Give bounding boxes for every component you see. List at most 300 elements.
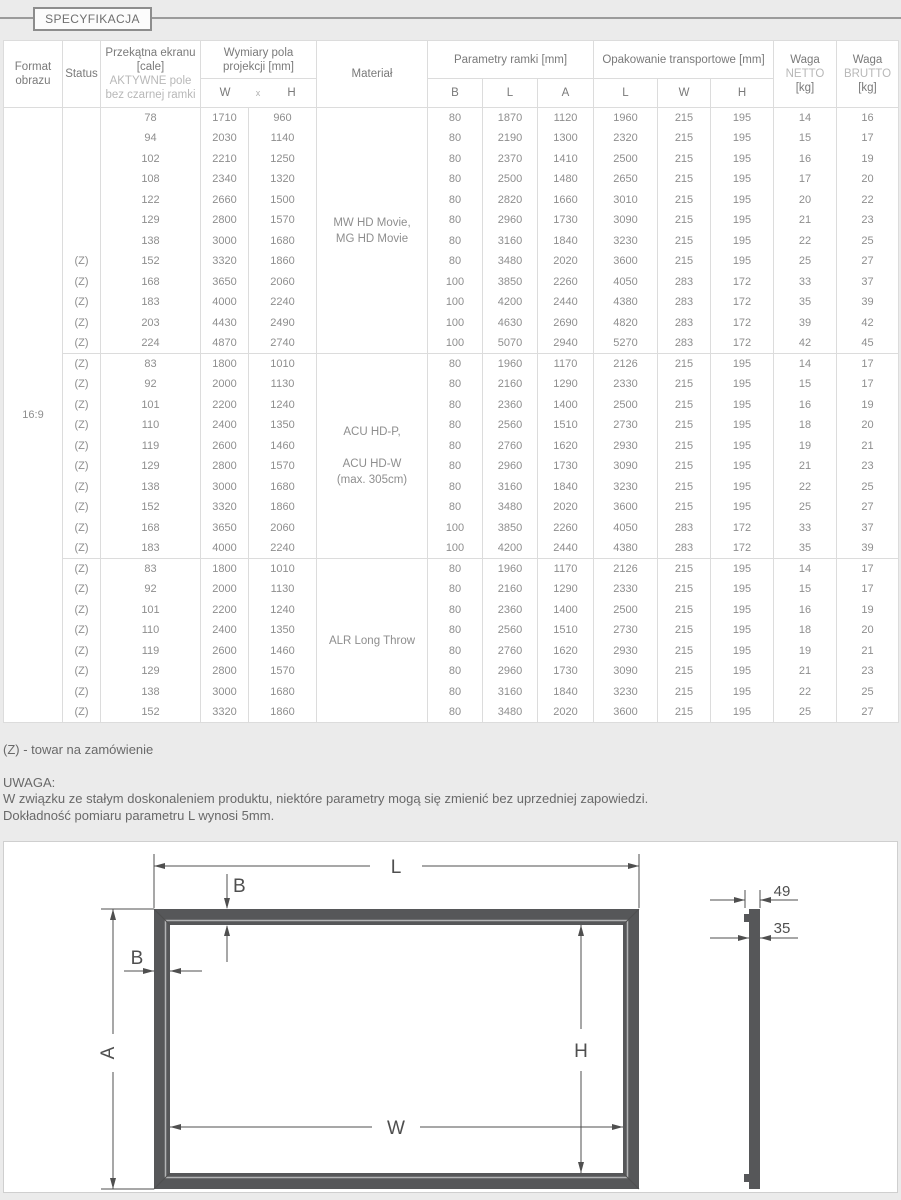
material-line: ACU HD-W	[342, 458, 402, 470]
packaging-l-cell: 2126	[594, 354, 658, 375]
packaging-w-cell: 283	[658, 518, 711, 539]
table-row	[4, 333, 899, 354]
weight-gross-cell: 25	[837, 682, 899, 703]
packaging-h-cell: 195	[711, 354, 774, 375]
dim-label-w: W	[387, 1118, 405, 1139]
frame-l-cell: 2760	[483, 436, 538, 457]
col-header-projection: Wymiary pola projekcji [mm]	[201, 41, 317, 79]
frame-a-cell: 1170	[538, 559, 594, 580]
subheader-frame-b: B	[428, 79, 483, 108]
frame-dimension-diagram	[3, 841, 898, 1193]
status-cell: (Z)	[63, 579, 101, 600]
table-row	[4, 436, 899, 457]
weight-gross-cell: 19	[837, 600, 899, 621]
frame-a-cell: 2440	[538, 538, 594, 559]
packaging-l-cell: 2930	[594, 641, 658, 662]
projection-h-cell: 1140	[249, 128, 317, 149]
weight-gross-cell: 23	[837, 456, 899, 477]
frame-l-cell: 3160	[483, 682, 538, 703]
frame-a-cell: 2020	[538, 497, 594, 518]
weight-gross-cell: 27	[837, 251, 899, 272]
status-cell: (Z)	[63, 661, 101, 682]
dim-label-depth-bar: 35	[773, 920, 791, 937]
status-cell: (Z)	[63, 477, 101, 498]
weight-net-cell: 22	[774, 682, 837, 703]
projection-w-cell: 2600	[201, 436, 249, 457]
diagonal-cell: 152	[101, 702, 201, 723]
status-cell	[63, 190, 101, 211]
weight-net-cell: 16	[774, 395, 837, 416]
frame-a-cell: 1620	[538, 641, 594, 662]
projection-h-cell: 2240	[249, 538, 317, 559]
table-row	[4, 374, 899, 395]
packaging-w-cell: 283	[658, 538, 711, 559]
projection-h-cell: 1240	[249, 600, 317, 621]
packaging-h-cell: 195	[711, 559, 774, 580]
frame-a-cell: 1480	[538, 169, 594, 190]
projection-w-cell: 2600	[201, 641, 249, 662]
table-row	[4, 641, 899, 662]
frame-l-cell: 2370	[483, 149, 538, 170]
packaging-w-cell: 283	[658, 313, 711, 334]
table-row	[4, 272, 899, 293]
z-footnote: (Z) - towar na zamówienie	[3, 742, 154, 757]
frame-b-cell: 80	[428, 661, 483, 682]
projection-w-cell: 2200	[201, 395, 249, 416]
weight-net-cell: 25	[774, 251, 837, 272]
frame-l-cell: 2820	[483, 190, 538, 211]
projection-w-cell: 2800	[201, 456, 249, 477]
col-header-packaging: Opakowanie transportowe [mm]	[594, 41, 774, 79]
frame-b-cell: 80	[428, 600, 483, 621]
weight-gross-cell: 23	[837, 210, 899, 231]
table-row	[4, 251, 899, 272]
table-row	[4, 538, 899, 559]
frame-a-cell: 1660	[538, 190, 594, 211]
diagonal-cell: 110	[101, 415, 201, 436]
packaging-w-cell: 215	[658, 108, 711, 129]
status-cell	[63, 169, 101, 190]
weight-gross-cell: 17	[837, 128, 899, 149]
frame-a-cell: 1120	[538, 108, 594, 129]
packaging-w-cell: 215	[658, 190, 711, 211]
packaging-h-cell: 195	[711, 190, 774, 211]
frame-l-cell: 2760	[483, 641, 538, 662]
frame-b-cell: 80	[428, 702, 483, 723]
col-header-material: Materiał	[317, 41, 428, 108]
frame-a-cell: 1510	[538, 620, 594, 641]
table-row	[4, 128, 899, 149]
weight-net-cell: 39	[774, 313, 837, 334]
weight-net-cell: 16	[774, 149, 837, 170]
projection-h-cell: 1130	[249, 579, 317, 600]
diagonal-cell: 168	[101, 518, 201, 539]
packaging-h-cell: 195	[711, 415, 774, 436]
projection-h-cell: 960	[249, 108, 317, 129]
packaging-l-cell: 2500	[594, 600, 658, 621]
dim-label-h: H	[574, 1041, 588, 1062]
status-cell: (Z)	[63, 272, 101, 293]
frame-b-cell: 100	[428, 292, 483, 313]
packaging-l-cell: 4050	[594, 272, 658, 293]
packaging-w-cell: 215	[658, 559, 711, 580]
table-row	[4, 600, 899, 621]
frame-l-cell: 2960	[483, 661, 538, 682]
packaging-h-cell: 172	[711, 313, 774, 334]
table-row	[4, 518, 899, 539]
frame-b-cell: 80	[428, 436, 483, 457]
weight-gross-cell: 20	[837, 620, 899, 641]
weight-gross-cell: 20	[837, 169, 899, 190]
packaging-h-cell: 195	[711, 477, 774, 498]
subheader-packaging-h: H	[711, 79, 774, 108]
frame-l-cell: 5070	[483, 333, 538, 354]
weight-gross-cell: 19	[837, 149, 899, 170]
packaging-l-cell: 3600	[594, 497, 658, 518]
packaging-l-cell: 2330	[594, 374, 658, 395]
weight-gross-cell: 27	[837, 497, 899, 518]
table-header	[4, 41, 899, 108]
frame-a-cell: 1290	[538, 579, 594, 600]
material-line	[317, 440, 427, 456]
status-cell: (Z)	[63, 682, 101, 703]
frame-a-cell: 1400	[538, 395, 594, 416]
status-cell: (Z)	[63, 620, 101, 641]
weight-gross-cell: 16	[837, 108, 899, 129]
weight-gross-cell: 21	[837, 436, 899, 457]
weight-gross-cell: 17	[837, 354, 899, 375]
weight-gross-cell: 42	[837, 313, 899, 334]
projection-h-cell: 1570	[249, 210, 317, 231]
frame-a-cell: 1300	[538, 128, 594, 149]
frame-l-cell: 3480	[483, 251, 538, 272]
frame-a-cell: 1410	[538, 149, 594, 170]
projection-h-cell: 2240	[249, 292, 317, 313]
projection-h-cell: 1570	[249, 661, 317, 682]
status-cell: (Z)	[63, 415, 101, 436]
col-header-format: Format obrazu	[4, 41, 63, 108]
status-cell	[63, 128, 101, 149]
packaging-h-cell: 195	[711, 661, 774, 682]
table-row	[4, 456, 899, 477]
frame-b-cell: 100	[428, 272, 483, 293]
material-cell	[317, 559, 428, 723]
page-title	[33, 7, 152, 31]
weight-gross-cell: 22	[837, 190, 899, 211]
projection-w-cell: 3320	[201, 497, 249, 518]
packaging-w-cell: 215	[658, 374, 711, 395]
frame-b-cell: 80	[428, 497, 483, 518]
col-header-diagonal: Przekątna ekranu [cale] AKTYWNE pole bez czarnej ramki	[101, 41, 201, 108]
weight-gross-cell: 19	[837, 395, 899, 416]
projection-w-cell: 4870	[201, 333, 249, 354]
projection-h-cell: 1860	[249, 702, 317, 723]
diagonal-cell: 152	[101, 497, 201, 518]
material-cell	[317, 354, 428, 559]
frame-l-cell: 2500	[483, 169, 538, 190]
table-body	[4, 108, 899, 723]
packaging-l-cell: 3600	[594, 702, 658, 723]
projection-w-cell: 2800	[201, 210, 249, 231]
frame-b-cell: 80	[428, 354, 483, 375]
status-cell: (Z)	[63, 313, 101, 334]
frame-b-cell: 80	[428, 620, 483, 641]
subheader-packaging-w: W	[658, 79, 711, 108]
diagonal-cell: 224	[101, 333, 201, 354]
packaging-w-cell: 215	[658, 436, 711, 457]
weight-net-cell: 42	[774, 333, 837, 354]
uwaga-line2: Dokładność pomiaru parametru L wynosi 5mm.	[3, 807, 275, 823]
packaging-l-cell: 2330	[594, 579, 658, 600]
page-title-label: SPECYFIKACJA	[45, 12, 140, 26]
weight-gross-cell: 25	[837, 477, 899, 498]
frame-a-cell: 1840	[538, 682, 594, 703]
frame-l-cell: 1870	[483, 108, 538, 129]
status-cell: (Z)	[63, 333, 101, 354]
status-cell	[63, 231, 101, 252]
packaging-w-cell: 215	[658, 702, 711, 723]
packaging-w-cell: 215	[658, 128, 711, 149]
frame-a-cell: 1730	[538, 210, 594, 231]
projection-w-cell: 4000	[201, 292, 249, 313]
table-row	[4, 149, 899, 170]
uwaga-title: UWAGA:	[3, 774, 56, 790]
diagonal-cell: 183	[101, 292, 201, 313]
frame-a-cell: 1170	[538, 354, 594, 375]
diagonal-cell: 152	[101, 251, 201, 272]
frame-a-cell: 1730	[538, 661, 594, 682]
weight-net-cell: 14	[774, 108, 837, 129]
frame-a-cell: 2020	[538, 251, 594, 272]
col-header-status: Status	[63, 41, 101, 108]
material-line: ACU HD-P,	[343, 426, 401, 438]
packaging-l-cell: 2930	[594, 436, 658, 457]
weight-net-cell: 20	[774, 190, 837, 211]
weight-net-cell: 21	[774, 661, 837, 682]
frame-l-cell: 1960	[483, 354, 538, 375]
weight-gross-cell: 39	[837, 538, 899, 559]
status-cell	[63, 149, 101, 170]
frame-b-cell: 80	[428, 374, 483, 395]
packaging-h-cell: 195	[711, 210, 774, 231]
packaging-h-cell: 195	[711, 251, 774, 272]
packaging-h-cell: 195	[711, 436, 774, 457]
frame-b-cell: 80	[428, 395, 483, 416]
frame-diagram-svg	[4, 842, 897, 1192]
frame-l-cell: 2190	[483, 128, 538, 149]
projection-w-cell: 2210	[201, 149, 249, 170]
dim-label-b-top: B	[233, 876, 246, 897]
packaging-w-cell: 215	[658, 641, 711, 662]
packaging-w-cell: 215	[658, 600, 711, 621]
table-row	[4, 415, 899, 436]
weight-net-cell: 33	[774, 272, 837, 293]
projection-h-cell: 1680	[249, 231, 317, 252]
frame-b-cell: 80	[428, 108, 483, 129]
packaging-w-cell: 283	[658, 272, 711, 293]
status-cell: (Z)	[63, 600, 101, 621]
frame-l-cell: 2160	[483, 374, 538, 395]
packaging-h-cell: 195	[711, 579, 774, 600]
frame-l-cell: 2160	[483, 579, 538, 600]
projection-h-cell: 1680	[249, 477, 317, 498]
weight-net-cell: 19	[774, 641, 837, 662]
frame-a-cell: 1840	[538, 231, 594, 252]
table-row	[4, 559, 899, 580]
projection-w-cell: 3000	[201, 231, 249, 252]
table-row	[4, 497, 899, 518]
weight-net-cell: 18	[774, 415, 837, 436]
packaging-l-cell: 3090	[594, 661, 658, 682]
frame-b-cell: 100	[428, 313, 483, 334]
weight-net-cell: 15	[774, 374, 837, 395]
packaging-l-cell: 2650	[594, 169, 658, 190]
packaging-l-cell: 4380	[594, 292, 658, 313]
frame-a-cell: 2260	[538, 518, 594, 539]
diagonal-cell: 83	[101, 559, 201, 580]
projection-h-cell: 1460	[249, 436, 317, 457]
projection-w-cell: 2000	[201, 579, 249, 600]
diagonal-cell: 183	[101, 538, 201, 559]
frame-l-cell: 2960	[483, 456, 538, 477]
packaging-h-cell: 195	[711, 374, 774, 395]
packaging-w-cell: 215	[658, 251, 711, 272]
weight-net-cell: 21	[774, 210, 837, 231]
status-cell: (Z)	[63, 251, 101, 272]
diagonal-cell: 138	[101, 477, 201, 498]
diagonal-cell: 94	[101, 128, 201, 149]
weight-net-cell: 22	[774, 231, 837, 252]
packaging-w-cell: 215	[658, 579, 711, 600]
weight-gross-cell: 17	[837, 374, 899, 395]
frame-l-cell: 3850	[483, 518, 538, 539]
packaging-w-cell: 215	[658, 354, 711, 375]
packaging-w-cell: 215	[658, 497, 711, 518]
projection-w-cell: 2400	[201, 415, 249, 436]
packaging-h-cell: 172	[711, 272, 774, 293]
projection-h-cell: 1350	[249, 620, 317, 641]
packaging-h-cell: 195	[711, 231, 774, 252]
projection-h-cell: 1130	[249, 374, 317, 395]
packaging-l-cell: 2320	[594, 128, 658, 149]
frame-l-cell: 4630	[483, 313, 538, 334]
packaging-l-cell: 4050	[594, 518, 658, 539]
packaging-l-cell: 2500	[594, 149, 658, 170]
diagonal-cell: 138	[101, 231, 201, 252]
dim-label-a: A	[98, 1046, 119, 1060]
packaging-h-cell: 195	[711, 108, 774, 129]
frame-side-view	[749, 909, 760, 1189]
dim-label-b-left: B	[130, 948, 144, 969]
packaging-l-cell: 3090	[594, 456, 658, 477]
packaging-l-cell: 3230	[594, 682, 658, 703]
weight-net-cell: 35	[774, 538, 837, 559]
packaging-w-cell: 215	[658, 149, 711, 170]
projection-w-cell: 4000	[201, 538, 249, 559]
packaging-h-cell: 195	[711, 682, 774, 703]
frame-l-cell: 3160	[483, 477, 538, 498]
frame-l-cell: 3480	[483, 702, 538, 723]
packaging-h-cell: 195	[711, 600, 774, 621]
diagonal-cell: 138	[101, 682, 201, 703]
frame-l-cell: 2360	[483, 600, 538, 621]
projection-h-cell: 1860	[249, 251, 317, 272]
frame-b-cell: 80	[428, 456, 483, 477]
table-row	[4, 190, 899, 211]
projection-h-cell: 1860	[249, 497, 317, 518]
frame-b-cell: 80	[428, 415, 483, 436]
weight-gross-cell: 23	[837, 661, 899, 682]
projection-h-cell: 2740	[249, 333, 317, 354]
projection-w-cell: 3320	[201, 251, 249, 272]
frame-l-cell: 3160	[483, 231, 538, 252]
projection-h-cell: 1010	[249, 559, 317, 580]
projection-w-cell: 3650	[201, 272, 249, 293]
weight-net-cell: 15	[774, 128, 837, 149]
projection-w-cell: 3650	[201, 518, 249, 539]
table-row	[4, 702, 899, 723]
frame-a-cell: 1510	[538, 415, 594, 436]
table-row	[4, 313, 899, 334]
table-row	[4, 620, 899, 641]
diagonal-cell: 119	[101, 436, 201, 457]
packaging-l-cell: 5270	[594, 333, 658, 354]
weight-net-cell: 21	[774, 456, 837, 477]
status-cell: (Z)	[63, 497, 101, 518]
weight-net-cell: 35	[774, 292, 837, 313]
packaging-h-cell: 172	[711, 538, 774, 559]
weight-gross-cell: 37	[837, 272, 899, 293]
packaging-l-cell: 3600	[594, 251, 658, 272]
projection-w-cell: 2400	[201, 620, 249, 641]
weight-gross-cell: 37	[837, 518, 899, 539]
frame-a-cell: 2020	[538, 702, 594, 723]
weight-net-cell: 19	[774, 436, 837, 457]
packaging-l-cell: 3090	[594, 210, 658, 231]
table-row	[4, 231, 899, 252]
table-row	[4, 477, 899, 498]
weight-gross-cell: 21	[837, 641, 899, 662]
diagonal-cell: 83	[101, 354, 201, 375]
packaging-h-cell: 195	[711, 620, 774, 641]
projection-h-cell: 1010	[249, 354, 317, 375]
packaging-w-cell: 215	[658, 231, 711, 252]
weight-net-cell: 15	[774, 579, 837, 600]
diagonal-cell: 102	[101, 149, 201, 170]
diagonal-cell: 122	[101, 190, 201, 211]
frame-l-cell: 4200	[483, 538, 538, 559]
packaging-h-cell: 195	[711, 169, 774, 190]
packaging-l-cell: 3010	[594, 190, 658, 211]
packaging-h-cell: 195	[711, 702, 774, 723]
material-line: (max. 305cm)	[336, 474, 408, 486]
projection-h-cell: 1240	[249, 395, 317, 416]
table-row	[4, 169, 899, 190]
material-cell	[317, 108, 428, 354]
diagonal-cell: 101	[101, 395, 201, 416]
table-row	[4, 292, 899, 313]
specification-table	[3, 40, 899, 723]
packaging-h-cell: 195	[711, 641, 774, 662]
projection-w-cell: 3000	[201, 682, 249, 703]
table-row	[4, 210, 899, 231]
packaging-w-cell: 215	[658, 210, 711, 231]
packaging-l-cell: 2730	[594, 620, 658, 641]
projection-w-cell: 2660	[201, 190, 249, 211]
col-header-weight-gross: Waga BRUTTO [kg]	[837, 41, 899, 108]
uwaga-line1: W związku ze stałym doskonaleniem produktu, niektóre parametry mogą się zmienić bez uprzedniej zapowiedzi.	[3, 791, 649, 806]
packaging-l-cell: 3230	[594, 477, 658, 498]
